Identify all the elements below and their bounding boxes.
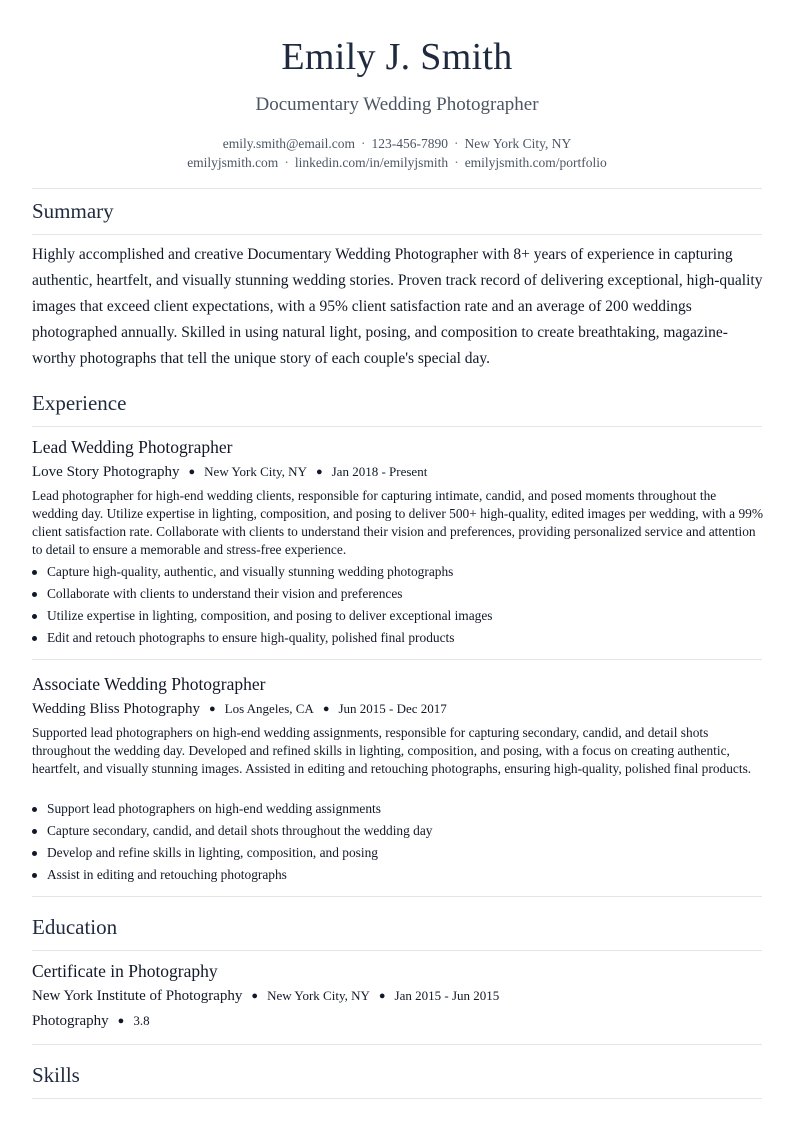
list-item: Support lead photographers on high-end wedding assignments [32, 798, 762, 820]
separator-dot: · [361, 136, 366, 151]
school-location: New York City, NY [267, 988, 370, 1003]
email-link[interactable]: emily.smith@email.com [222, 136, 356, 151]
bullet-icon [32, 873, 37, 878]
location-text: New York City, NY [464, 136, 572, 151]
gpa-value: 3.8 [133, 1013, 150, 1028]
portfolio-link[interactable]: emilyjsmith.com/portfolio [464, 155, 607, 170]
candidate-headline: Documentary Wedding Photographer [255, 94, 539, 115]
bullet-icon [32, 614, 37, 619]
bullet-separator: ● [117, 1015, 125, 1027]
divider [32, 1098, 762, 1099]
bullet-icon [32, 829, 37, 834]
list-item: Collaborate with clients to understand their vision and preferences [32, 583, 762, 605]
bullet-separator: ● [315, 466, 323, 478]
job-location: Los Angeles, CA [224, 701, 314, 716]
field-of-study: Photography [32, 1013, 109, 1029]
bullet-separator: ● [208, 703, 216, 715]
bullet-icon [32, 592, 37, 597]
bullet-icon [32, 636, 37, 641]
contact-line-secondary [0, 154, 794, 172]
education-field-meta [32, 1011, 150, 1032]
company-name: Wedding Bliss Photography [32, 701, 200, 717]
bullet-icon [32, 570, 37, 575]
list-item: Capture high-quality, authentic, and visually stunning wedding photographs [32, 561, 762, 583]
company-name: Love Story Photography [32, 464, 180, 480]
bullet-separator: ● [378, 990, 386, 1002]
divider [32, 659, 762, 660]
job-bullet-list [32, 798, 762, 886]
job-title: Lead Wedding Photographer [32, 437, 233, 457]
job-dates: Jan 2018 - Present [331, 464, 428, 479]
divider [32, 234, 762, 235]
separator-dot: · [284, 155, 289, 170]
divider [32, 426, 762, 427]
bullet-icon [32, 807, 37, 812]
list-item: Develop and refine skills in lighting, composition, and posing [32, 842, 762, 864]
separator-dot: · [454, 136, 459, 151]
bullet-separator: ● [322, 703, 330, 715]
job-dates: Jun 2015 - Dec 2017 [338, 701, 447, 716]
school-name: New York Institute of Photography [32, 988, 243, 1004]
bullet-separator: ● [251, 990, 259, 1002]
linkedin-link[interactable]: linkedin.com/in/emilyjsmith [294, 155, 449, 170]
skills-heading: Skills [32, 1063, 80, 1087]
separator-dot: · [454, 155, 459, 170]
list-item: Edit and retouch photographs to ensure high-quality, polished final products [32, 627, 762, 649]
list-item: Capture secondary, candid, and detail shots throughout the wedding day [32, 820, 762, 842]
divider [32, 188, 762, 189]
summary-heading: Summary [32, 199, 114, 223]
experience-heading: Experience [32, 391, 127, 415]
list-item: Utilize expertise in lighting, composition, and posing to deliver exceptional images [32, 605, 762, 627]
divider [32, 896, 762, 897]
website-link[interactable]: emilyjsmith.com [187, 155, 279, 170]
job-meta [32, 462, 427, 483]
job-title: Associate Wedding Photographer [32, 674, 266, 694]
job-description: Supported lead photographers on high-end wedding assignments, responsible for capturing secondary, candid, and detail shots throughout the wedding day. Developed and refined skills in lighting, composition, and posing, with a focus on creating authentic, heartfelt, and visually stunning images. Assisted in editing and retouching photographs, ensuring high-quality, polished final products. [32, 725, 752, 776]
job-location: New York City, NY [204, 464, 307, 479]
job-bullet-list [32, 561, 762, 649]
education-meta [32, 986, 499, 1007]
bullet-separator: ● [188, 466, 196, 478]
job-description: Lead photographer for high-end wedding clients, responsible for capturing intimate, candid, and posed moments throughout the wedding day. Utilize expertise in lighting, composition, and posing to deliver 500+ high-quality, edited images per wedding, with a 99% client satisfaction rate. Collaborate with clients to understand their vision and preferences, providing personalized service and attention to detail to ensure a memorable and stress-free experience. [32, 488, 763, 557]
contact-line-primary [0, 135, 794, 153]
divider [32, 950, 762, 951]
summary-text: Highly accomplished and creative Documentary Wedding Photographer with 8+ years of experience in capturing authentic, heartfelt, and visually stunning wedding stories. Proven track record of delivering exceptional, high-quality images that exceed client expectations, with a 95% client satisfaction rate and an average of 200 weddings photographed annually. Skilled in using natural light, posing, and composition to create breathtaking, magazine-worthy photographs that tell the unique story of each couple's special day. [32, 246, 763, 367]
candidate-name: Emily J. Smith [281, 36, 513, 78]
education-dates: Jan 2015 - Jun 2015 [394, 988, 500, 1003]
job-meta [32, 699, 447, 720]
phone-text: 123-456-7890 [371, 136, 449, 151]
degree-title: Certificate in Photography [32, 961, 218, 981]
divider [32, 1044, 762, 1045]
education-heading: Education [32, 915, 118, 939]
list-item: Assist in editing and retouching photographs [32, 864, 762, 886]
bullet-icon [32, 851, 37, 856]
